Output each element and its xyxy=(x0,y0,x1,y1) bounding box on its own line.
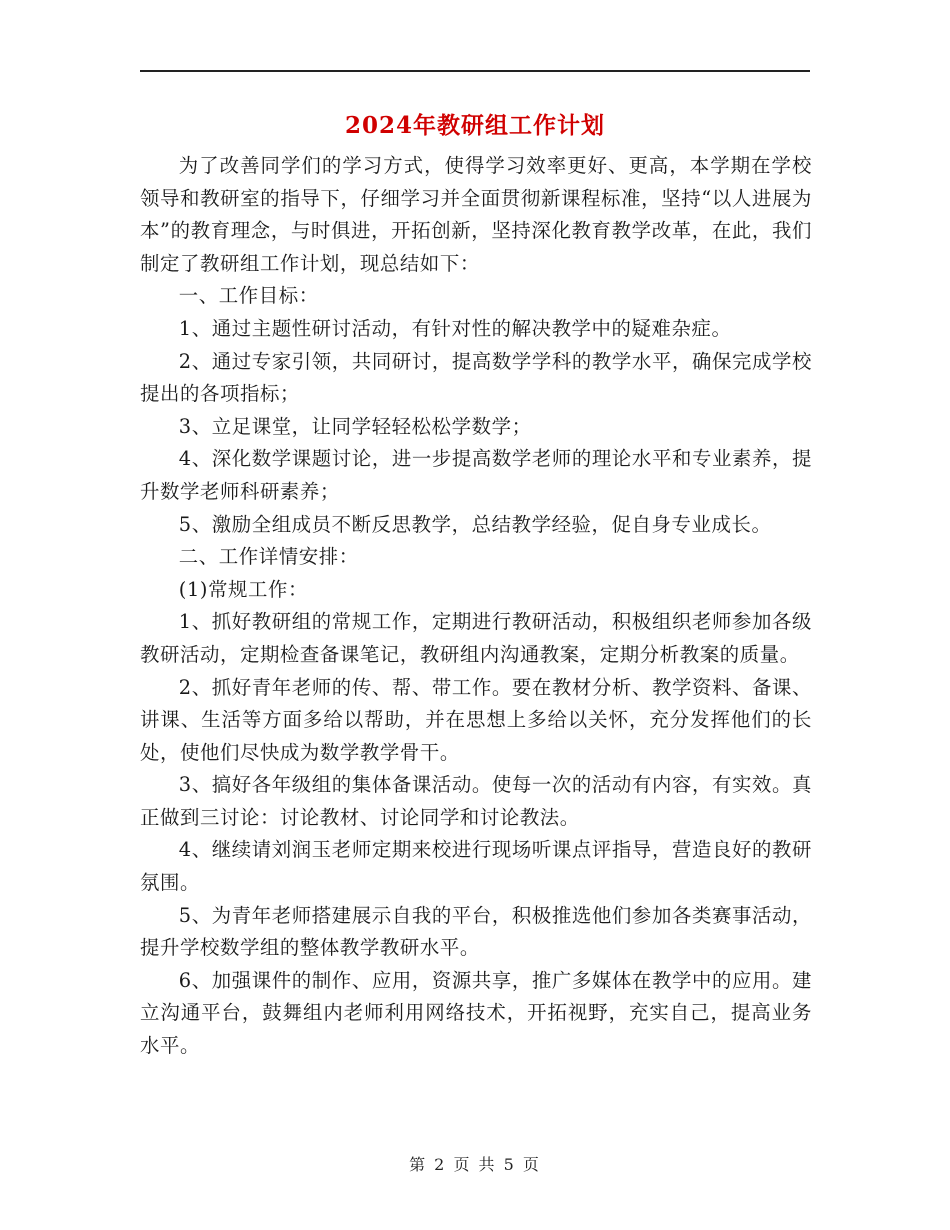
arrangement-item: 6、加强课件的制作、应用，资源共享，推广多媒体在教学中的应用。建立沟通平台，鼓舞组内老师利用网络技术，开拓视野，充实自己，提高业务水平。 xyxy=(140,968,812,1058)
arrangement-item: 2、抓好青年老师的传、帮、带工作。要在教材分析、教学资料、备课、讲课、生活等方面多给以帮助，并在思想上多给以关怀，充分发挥他们的长处，使他们尽快成为数学教学骨干。 xyxy=(140,675,812,764)
goal-item: 3、立足课堂，让同学轻轻松松学数学； xyxy=(178,414,532,438)
section-heading-goals: 一、工作目标： xyxy=(178,284,319,308)
goal-item: 1、通过主题性研讨活动，有针对性的解决教学中的疑难杂症。 xyxy=(178,316,732,340)
page-number-footer: 第 2 页 共 5 页 xyxy=(409,1155,541,1174)
intro-paragraph: 为了改善同学们的学习方式，使得学习效率更好、更高，本学期在学校领导和教研室的指导下，仔细学习并全面贯彻新课程标准，坚持“以人进展为本”的教育理念，与时俱进，开拓创新，坚持深化教育教学改革，在此，我们制定了教研组工作计划，现总结如下： xyxy=(140,154,812,275)
page-title: 2024年教研组工作计划 xyxy=(344,112,605,139)
document-body xyxy=(140,150,812,1063)
arrangement-item: 5、为青年老师搭建展示自我的平台，积极推选他们参加各类赛事活动，提升学校数学组的整体教学教研水平。 xyxy=(140,903,812,960)
section-heading-arrangements: 二、工作详情安排： xyxy=(178,545,359,569)
arrangement-item: 4、继续请刘润玉老师定期来校进行现场听课点评指导，营造良好的教研氛围。 xyxy=(140,838,812,895)
subsection-heading-routine: (1)常规工作： xyxy=(178,577,309,601)
goal-item: 5、激励全组成员不断反思教学，总结教学经验，促自身专业成长。 xyxy=(178,512,772,536)
goal-item: 2、通过专家引领，共同研讨，提高数学学科的教学水平，确保完成学校提出的各项指标； xyxy=(140,349,812,406)
header-rule xyxy=(140,70,810,72)
arrangement-item: 3、搞好各年级组的集体备课活动。使每一次的活动有内容，有实效。真正做到三讨论：讨论教材、讨论同学和讨论教法。 xyxy=(140,773,812,829)
arrangement-item: 1、抓好教研组的常规工作，定期进行教研活动，积极组织老师参加各级教研活动，定期检查备课笔记，教研组内沟通教案，定期分析教案的质量。 xyxy=(140,610,812,666)
goal-item: 4、深化数学课题讨论，进一步提高数学老师的理论水平和专业素养，提升数学老师科研素养； xyxy=(140,447,812,503)
